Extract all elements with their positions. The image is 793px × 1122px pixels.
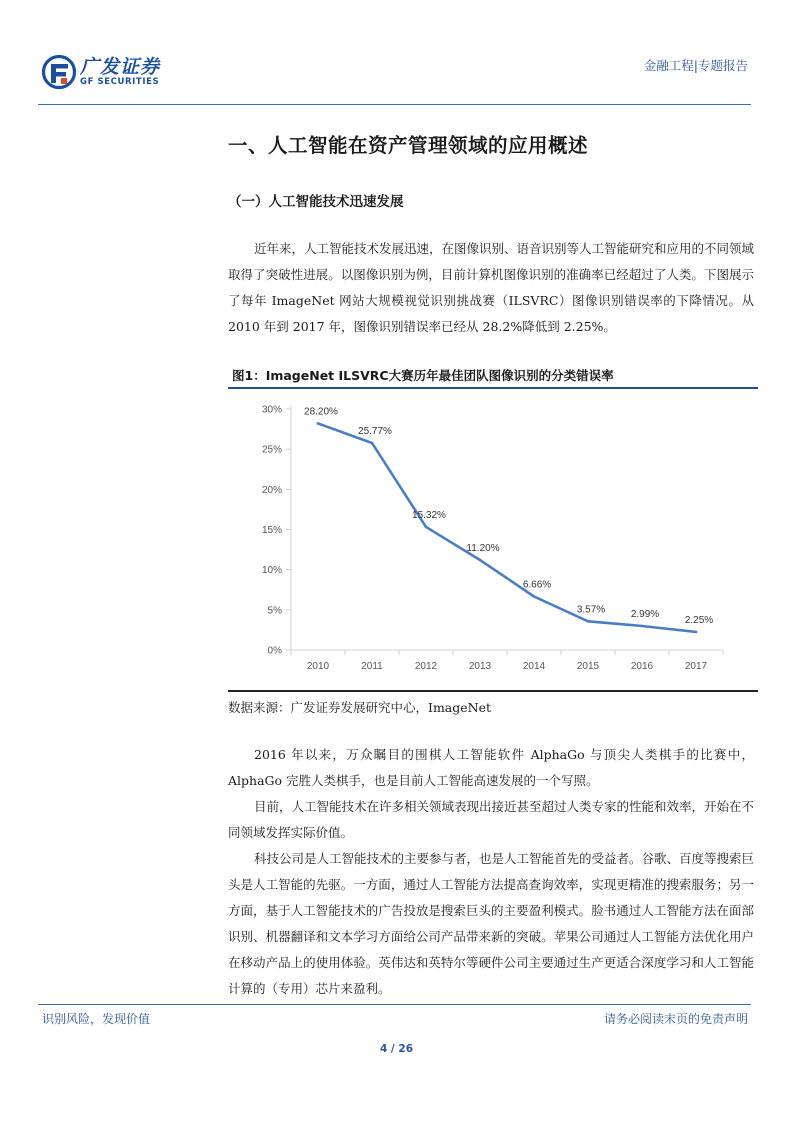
data-label: 2.99% bbox=[630, 608, 660, 620]
paragraph-intro bbox=[228, 236, 754, 340]
data-label: 11.20% bbox=[466, 543, 500, 555]
footer-divider bbox=[38, 1004, 751, 1005]
data-point bbox=[587, 620, 590, 623]
y-tick-label: 25% bbox=[261, 444, 282, 456]
paragraph-alphago-text: 2016 年以来，万众瞩目的围棋人工智能软件 AlphaGo 与顶尖人类棋手的比赛中，AlphaGo 完胜人类棋手，也是目前人工智能高速发展的一个写照。 bbox=[228, 747, 754, 788]
data-point bbox=[695, 631, 698, 634]
y-tick-label: 5% bbox=[267, 605, 282, 617]
error-rate-line bbox=[318, 423, 696, 631]
logo-chinese-name: 广发证券 bbox=[80, 56, 161, 78]
x-tick-label: 2016 bbox=[630, 661, 654, 672]
gf-logo-icon bbox=[42, 54, 76, 90]
error-rate-series bbox=[317, 422, 698, 633]
data-label: 28.20% bbox=[304, 406, 338, 418]
paragraph-alphago bbox=[228, 742, 754, 794]
data-label: 6.66% bbox=[522, 579, 552, 591]
y-tick-label: 0% bbox=[267, 645, 282, 657]
data-point bbox=[317, 422, 320, 425]
paragraph-current-text: 目前，人工智能技术在许多相关领域表现出接近甚至超过人类专家的性能和效率，开始在不同领域发挥实际价值。 bbox=[228, 799, 755, 840]
paragraph-tech-companies-text: 科技公司是人工智能技术的主要参与者，也是人工智能首先的受益者。谷歌、百度等搜索巨头是人工智能的先驱。一方面，通过人工智能方法提高查询效率，实现更精准的搜索服务；另一方面，基于人工智能技术的广告投放是搜索巨头的主要盈利模式。脸书通过人工智能方法在面部识别、机器翻译和文本学习方面给公司产品带来新的突破。苹果公司通过人工智能方法优化用户在移动产品上的使用体验。英伟达和英特尔等硬件公司主要通过生产更适合深度学习和人工智能计算的（专用）芯片来盈利。 bbox=[228, 851, 755, 996]
data-label: 25.77% bbox=[358, 425, 392, 437]
figure-source: 数据来源：广发证券发展研究中心，ImageNet bbox=[228, 700, 492, 715]
report-type-label: 金融工程|专题报告 bbox=[643, 58, 748, 73]
y-tick-label: 10% bbox=[261, 565, 282, 577]
subsection-title: （一）人工智能技术迅速发展 bbox=[228, 194, 404, 210]
data-point bbox=[533, 595, 536, 598]
data-point bbox=[479, 559, 482, 562]
y-tick-label: 30% bbox=[261, 404, 282, 416]
data-point bbox=[641, 625, 644, 628]
y-axis bbox=[262, 405, 291, 657]
data-label: 15.32% bbox=[412, 509, 446, 521]
paragraph-intro-text: 近年来，人工智能技术发展迅速，在图像识别、语音识别等人工智能研究和应用的不同领域取得了突破性进展。以图像识别为例，目前计算机图像识别的准确率已经超过了人类。下图展示了每年 ImageNet 网站大规模视觉识别挑战赛（ILSVRC）图像识别错误率的下降情况。从 2010 年到 2017 年，图像识别错误率已经从 28.2%降低到 2.25%。 bbox=[228, 241, 755, 334]
paragraph-current bbox=[228, 794, 754, 846]
data-point bbox=[371, 442, 374, 445]
page-number: 4 / 26 bbox=[379, 1043, 414, 1055]
figure-bottom-rule bbox=[228, 690, 758, 692]
data-label: 2.25% bbox=[684, 614, 714, 626]
x-tick-label: 2012 bbox=[414, 661, 438, 672]
company-logo bbox=[42, 52, 160, 92]
error-rate-line-chart bbox=[228, 392, 758, 687]
logo-english-name: GF SECURITIES bbox=[80, 77, 160, 87]
footer-disclaimer-note: 请务必阅读末页的免责声明 bbox=[603, 1012, 748, 1026]
header-divider bbox=[38, 104, 751, 105]
x-tick-label: 2010 bbox=[306, 661, 330, 672]
section-title: 一、人工智能在资产管理领域的应用概述 bbox=[228, 134, 589, 157]
x-tick-label: 2017 bbox=[684, 661, 708, 672]
figure-top-rule bbox=[228, 387, 758, 389]
x-tick-label: 2015 bbox=[576, 661, 600, 672]
data-point bbox=[425, 526, 428, 529]
paragraph-tech-companies bbox=[228, 846, 754, 1002]
figure-title: 图1：ImageNet ILSVRC大赛历年最佳团队图像识别的分类错误率 bbox=[232, 368, 614, 383]
footer-slogan: 识别风险，发现价值 bbox=[42, 1012, 151, 1026]
x-tick-label: 2014 bbox=[522, 661, 546, 672]
x-axis bbox=[291, 650, 723, 672]
y-tick-label: 15% bbox=[261, 525, 282, 536]
data-label: 3.57% bbox=[576, 604, 606, 616]
y-tick-label: 20% bbox=[261, 484, 282, 496]
x-tick-label: 2011 bbox=[361, 661, 383, 672]
x-tick-label: 2013 bbox=[468, 661, 492, 672]
